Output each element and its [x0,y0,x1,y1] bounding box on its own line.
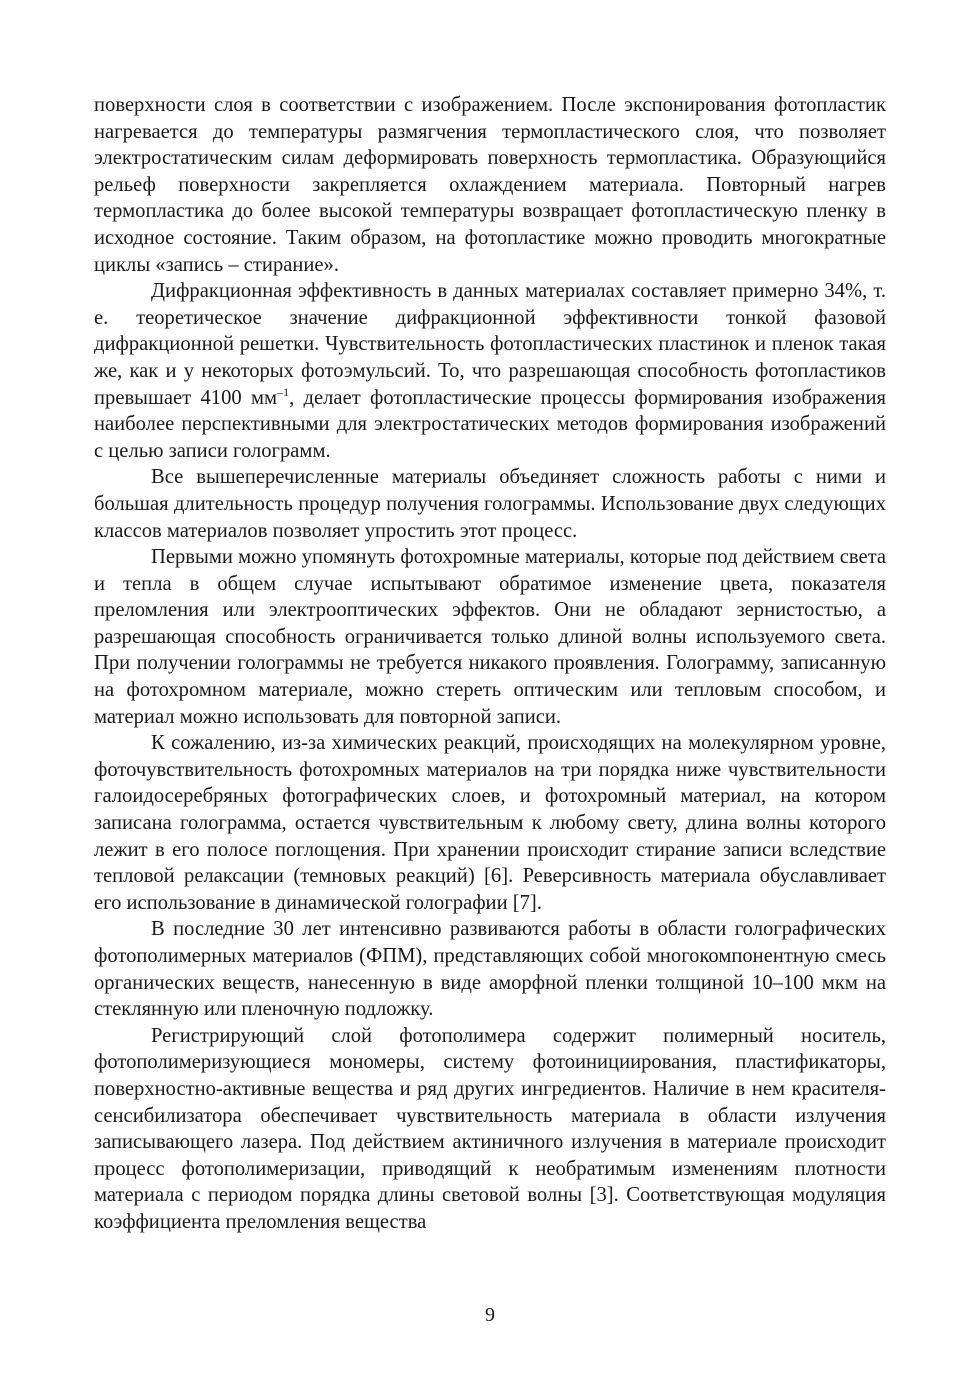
paragraph-4: Первыми можно упомянуть фотохромные материалы, которые под действием света и тепла в общем случае испытывают обратимое изменение цвета, показателя преломления или электрооптических эффектов. Они не обладают зернистостью, а разрешающая способность ограничивается только длиной волны используемого света. При получении голограммы не требуется никакого проявления. Голограмму, записанную на фотохромном материале, можно стереть оптическим или тепловым способом, и материал можно использовать для повторной записи. [94,546,886,728]
paragraph-5: К сожалению, из-за химических реакций, происходящих на молекулярном уровне, фоточувствительность фотохромных материалов на три порядка ниже чувствительности галоидосеребряных фотографических слоев, и фотохромный материал, на котором записана голограмма, остается чувствительным к любому свету, длина волны которого лежит в его полосе поглощения. При хранении происходит стирание записи вследствие тепловой релаксации (темновых реакций) [6]. Реверсивность материала обуславливает его использование в динамической голографии [7]. [94,732,886,914]
page-body [94,92,886,1236]
paragraph-2-text-after: , делает фотопластические процессы формирования изображения наиболее перспективными для электростатических методов формирования изображений с целью записи голограмм. [94,386,886,462]
paragraph-3: Все вышеперечисленные материалы объединяет сложность работы с ними и большая длительность процедур получения голограммы. Использование двух следующих классов материалов позволяет упростить этот процесс. [94,466,886,542]
superscript-minus-one: –1 [277,384,290,399]
page-number: 9 [485,1304,495,1326]
paragraph-2-text-before: Дифракционная эффективность в данных материалах составляет примерно 34%, т. е. теоретическое значение дифракционной эффективности тонкой фазовой дифракционной решетки. Чувствительность фотопластических пластинок и пленок такая же, как и у некоторых фотоэмульсий. То, что разрешающая способность фотопластиков превышает 4100 мм [94,280,886,409]
paragraph-2 [94,278,886,464]
paragraph-1: поверхности слоя в соответствии с изображением. После экспонирования фотопластик нагревается до температуры размягчения термопластического слоя, что позволяет электростатическим силам деформировать поверхность термопластика. Образующийся рельеф поверхности закрепляется охлаждением материала. Повторный нагрев термопластика до более высокой температуры возвращает фотопластическую пленку в исходное состояние. Таким образом, на фотопластике можно проводить многократные циклы «запись – стирание». [94,94,886,276]
paragraph-6: В последние 30 лет интенсивно развиваются работы в области голографических фотополимерных материалов (ФПМ), представляющих собой многокомпонентную смесь органических веществ, нанесенную в виде аморфной пленки толщиной 10–100 мкм на стеклянную или пленочную подложку. [94,918,886,1021]
paragraph-7: Регистрирующий слой фотополимера содержит полимерный носитель, фотополимеризующиеся мономеры, систему фотоинициирования, пластификаторы, поверхностно-активные вещества и ряд других ингредиентов. Наличие в нем красителя-сенсибилизатора обеспечивает чувствительность материала в области излучения записывающего лазера. Под действием актиничного излучения в материале происходит процесс фотополимеризации, приводящий к необратимым изменениям плотности материала с периодом порядка длины световой волны [3]. Соответствующая модуляция коэффициента преломления вещества [94,1024,886,1233]
